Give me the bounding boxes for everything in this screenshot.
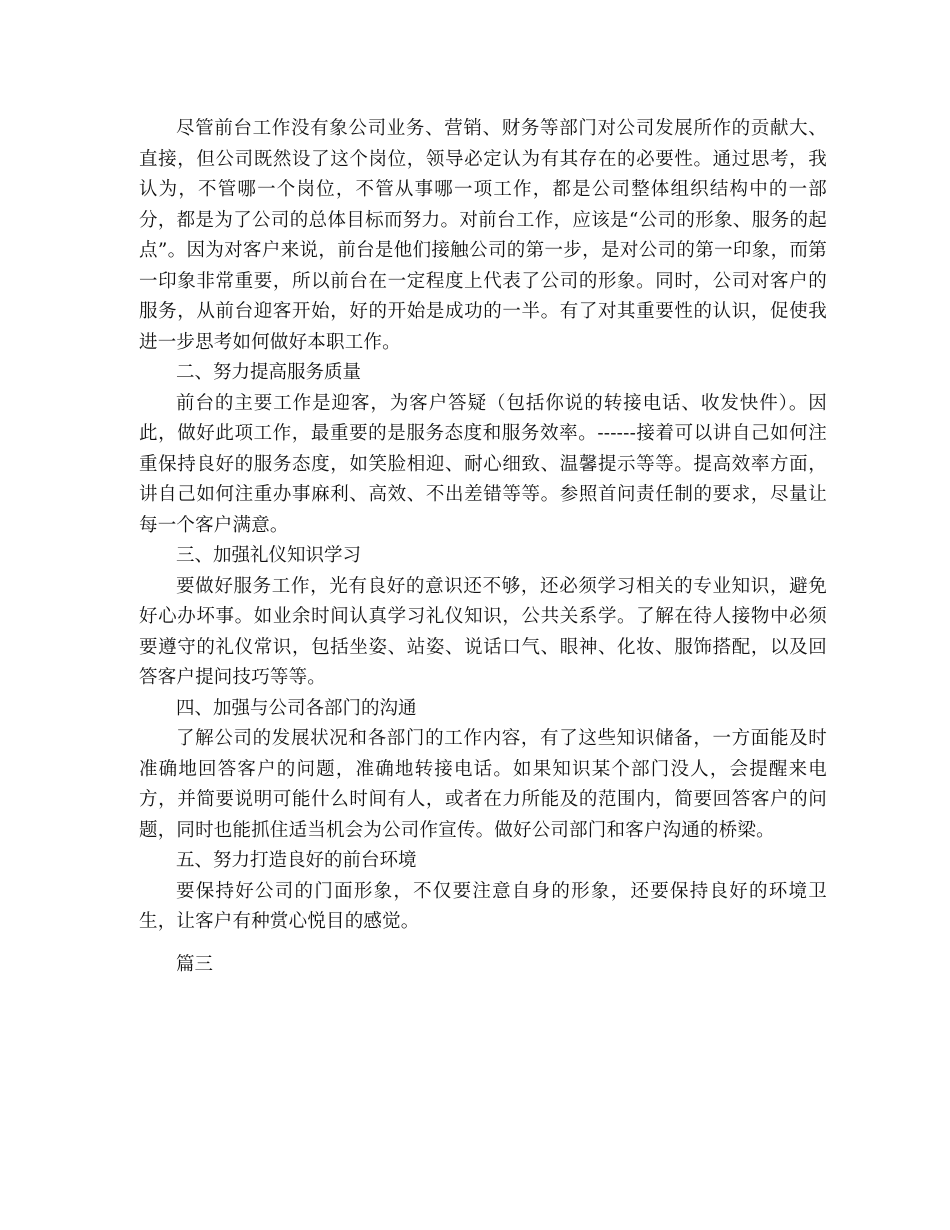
heading-section-5: 五、努力打造良好的前台环境 bbox=[176, 850, 417, 871]
section-label-part-three: 篇三 bbox=[176, 953, 214, 975]
heading-section-2: 二、努力提高服务质量 bbox=[176, 362, 362, 383]
heading-section-4: 四、加强与公司各部门的沟通 bbox=[176, 697, 417, 719]
heading-section-3: 三、加强礼仪知识学习 bbox=[176, 545, 362, 566]
document-body bbox=[139, 114, 827, 980]
paragraph-etiquette: 要做好服务工作，光有良好的意识还不够，还必须学习相关的专业知识，避免好心办坏事。如业余时间认真学习礼仪知识，公共关系学。了解在待人接物中必须要遵守的礼仪常识，包括坐姿、站姿、说话口气、眼神、化妆、服饰搭配，以及回答客户提问技巧等等。 bbox=[139, 575, 827, 688]
paragraph-service-quality: 前台的主要工作是迎客，为客户答疑（包括你说的转接电话、收发快件）。因此，做好此项工作，最重要的是服务态度和服务效率。------接着可以讲自己如何注重保持良好的服务态度，如笑脸相迎、耐心细致、温馨提示等等。提高效率方面，讲自己如何注重办事麻利、高效、不出差错等等。参照首问责任制的要求，尽量让每一个客户满意。 bbox=[139, 392, 827, 536]
paragraph-environment: 要保持好公司的门面形象，不仅要注意自身的形象，还要保持良好的环境卫生，让客户有种赏心悦目的感觉。 bbox=[139, 880, 827, 932]
paragraph-communication: 了解公司的发展状况和各部门的工作内容，有了这些知识储备，一方面能及时准确地回答客户的问题，准确地转接电话。如果知识某个部门没人，会提醒来电方，并简要说明可能什么时间有人，或者在力所能及的范围内，简要回答客户的问题，同时也能抓住适当机会为公司作宣传。做好公司部门和客户沟通的桥梁。 bbox=[139, 728, 827, 841]
paragraph-intro: 尽管前台工作没有象公司业务、营销、财务等部门对公司发展所作的贡献大、直接，但公司既然设了这个岗位，领导必定认为有其存在的必要性。通过思考，我认为，不管哪一个岗位，不管从事哪一项工作，都是公司整体组织结构中的一部分，都是为了公司的总体目标而努力。对前台工作，应该是“公司的形象、服务的起点”。因为对客户来说，前台是他们接触公司的第一步，是对公司的第一印象，而第一印象非常重要，所以前台在一定程度上代表了公司的形象。同时，公司对客户的服务，从前台迎客开始，好的开始是成功的一半。有了对其重要性的认识，促使我进一步思考如何做好本职工作。 bbox=[139, 118, 827, 353]
